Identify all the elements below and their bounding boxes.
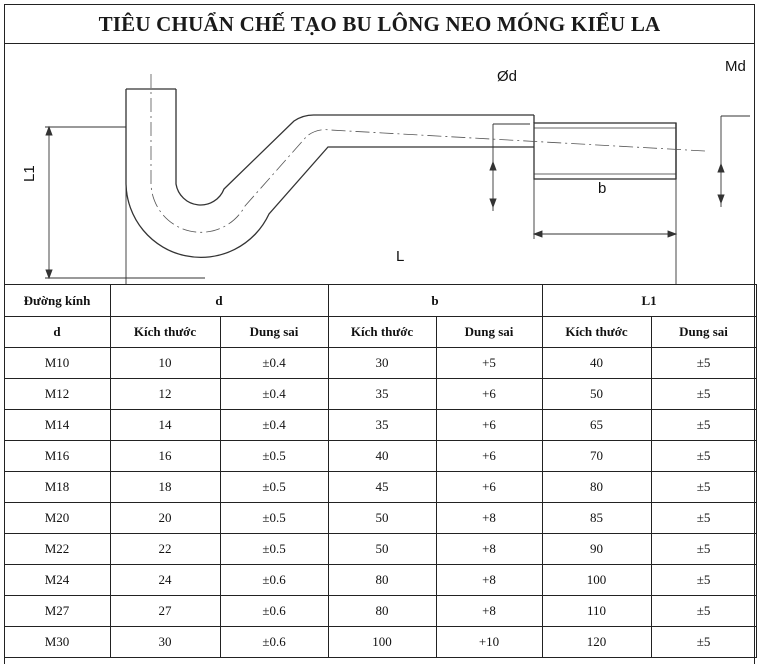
table-row	[4, 534, 756, 565]
table-row	[4, 379, 756, 410]
cell-l1-size: 100	[542, 565, 651, 596]
cell-b-size: 40	[328, 441, 436, 472]
header-diameter: Đường kính	[4, 285, 110, 317]
table-row	[4, 472, 756, 503]
table-row	[4, 348, 756, 379]
cell-diameter: M20	[4, 503, 110, 534]
cell-diameter: M18	[4, 472, 110, 503]
subheader-size: Kích thước	[110, 317, 220, 348]
la-bolt-diagram	[5, 44, 756, 284]
cell-d-tolerance: ±0.6	[220, 627, 328, 658]
cell-d-size: 20	[110, 503, 220, 534]
cell-l1-size: 90	[542, 534, 651, 565]
cell-l1-size: 110	[542, 596, 651, 627]
cell-d-tolerance: ±0.5	[220, 441, 328, 472]
table-row	[4, 410, 756, 441]
md-label: Md	[725, 58, 746, 75]
diameter-label: Ød	[497, 68, 518, 85]
cell-b-size: 35	[328, 410, 436, 441]
thread-section	[534, 123, 676, 179]
cell-d-tolerance: ±0.6	[220, 596, 328, 627]
cell-b-tolerance: +8	[436, 503, 542, 534]
cell-d-size: 27	[110, 596, 220, 627]
cell-l1-tolerance: ±5	[651, 503, 756, 534]
subheader-size: Kích thước	[542, 317, 651, 348]
cell-l1-size: 70	[542, 441, 651, 472]
cell-l1-size: 50	[542, 379, 651, 410]
cell-d-size: 24	[110, 565, 220, 596]
cell-d-size: 22	[110, 534, 220, 565]
subheader-d: d	[4, 317, 110, 348]
cell-b-size: 50	[328, 503, 436, 534]
table-row	[4, 565, 756, 596]
l1-label: L1	[21, 165, 38, 182]
cell-l1-tolerance: ±5	[651, 596, 756, 627]
subheader-size: Kích thước	[328, 317, 436, 348]
cell-b-size: 50	[328, 534, 436, 565]
page-title: TIÊU CHUẨN CHẾ TẠO BU LÔNG NEO MÓNG KIỂU LA	[5, 5, 754, 44]
cell-d-tolerance: ±0.4	[220, 348, 328, 379]
cell-diameter: M10	[4, 348, 110, 379]
bolt-outline-outer	[126, 89, 534, 257]
cell-diameter: M24	[4, 565, 110, 596]
cell-d-size: 12	[110, 379, 220, 410]
bolt-centerline	[151, 74, 705, 232]
cell-b-tolerance: +8	[436, 565, 542, 596]
cell-b-tolerance: +8	[436, 534, 542, 565]
cell-d-tolerance: ±0.5	[220, 472, 328, 503]
cell-b-tolerance: +6	[436, 410, 542, 441]
table-row	[4, 596, 756, 627]
cell-b-tolerance: +5	[436, 348, 542, 379]
cell-diameter: M12	[4, 379, 110, 410]
cell-b-size: 80	[328, 565, 436, 596]
cell-d-tolerance: ±0.4	[220, 379, 328, 410]
cell-d-tolerance: ±0.6	[220, 565, 328, 596]
cell-d-size: 14	[110, 410, 220, 441]
cell-d-size: 18	[110, 472, 220, 503]
cell-l1-tolerance: ±5	[651, 565, 756, 596]
bolt-drawing	[5, 44, 754, 284]
cell-l1-tolerance: ±5	[651, 348, 756, 379]
spec-sheet	[4, 4, 755, 664]
cell-b-size: 35	[328, 379, 436, 410]
cell-l1-tolerance: ±5	[651, 441, 756, 472]
subheader-tolerance: Dung sai	[436, 317, 542, 348]
header-l1: L1	[542, 285, 756, 317]
spec-table	[4, 284, 757, 658]
cell-b-size: 80	[328, 596, 436, 627]
cell-b-size: 100	[328, 627, 436, 658]
header-b: b	[328, 285, 542, 317]
cell-b-tolerance: +6	[436, 379, 542, 410]
cell-d-size: 16	[110, 441, 220, 472]
cell-b-tolerance: +10	[436, 627, 542, 658]
cell-l1-size: 65	[542, 410, 651, 441]
cell-l1-tolerance: ±5	[651, 379, 756, 410]
cell-l1-tolerance: ±5	[651, 410, 756, 441]
cell-l1-size: 120	[542, 627, 651, 658]
cell-d-tolerance: ±0.5	[220, 534, 328, 565]
cell-l1-size: 85	[542, 503, 651, 534]
cell-diameter: M22	[4, 534, 110, 565]
table-row	[4, 503, 756, 534]
cell-l1-tolerance: ±5	[651, 627, 756, 658]
cell-b-tolerance: +8	[436, 596, 542, 627]
cell-l1-size: 80	[542, 472, 651, 503]
cell-b-size: 30	[328, 348, 436, 379]
cell-d-size: 30	[110, 627, 220, 658]
subheader-tolerance: Dung sai	[220, 317, 328, 348]
cell-b-tolerance: +6	[436, 472, 542, 503]
cell-diameter: M30	[4, 627, 110, 658]
cell-l1-tolerance: ±5	[651, 534, 756, 565]
cell-l1-tolerance: ±5	[651, 472, 756, 503]
b-label: b	[598, 180, 607, 197]
cell-b-size: 45	[328, 472, 436, 503]
cell-d-tolerance: ±0.4	[220, 410, 328, 441]
spec-table-body	[4, 348, 756, 658]
cell-l1-size: 40	[542, 348, 651, 379]
cell-d-tolerance: ±0.5	[220, 503, 328, 534]
cell-diameter: M14	[4, 410, 110, 441]
header-d: d	[110, 285, 328, 317]
cell-d-size: 10	[110, 348, 220, 379]
cell-diameter: M16	[4, 441, 110, 472]
cell-b-tolerance: +6	[436, 441, 542, 472]
cell-diameter: M27	[4, 596, 110, 627]
table-row	[4, 627, 756, 658]
table-row	[4, 441, 756, 472]
l-label: L	[396, 248, 405, 265]
subheader-tolerance: Dung sai	[651, 317, 756, 348]
